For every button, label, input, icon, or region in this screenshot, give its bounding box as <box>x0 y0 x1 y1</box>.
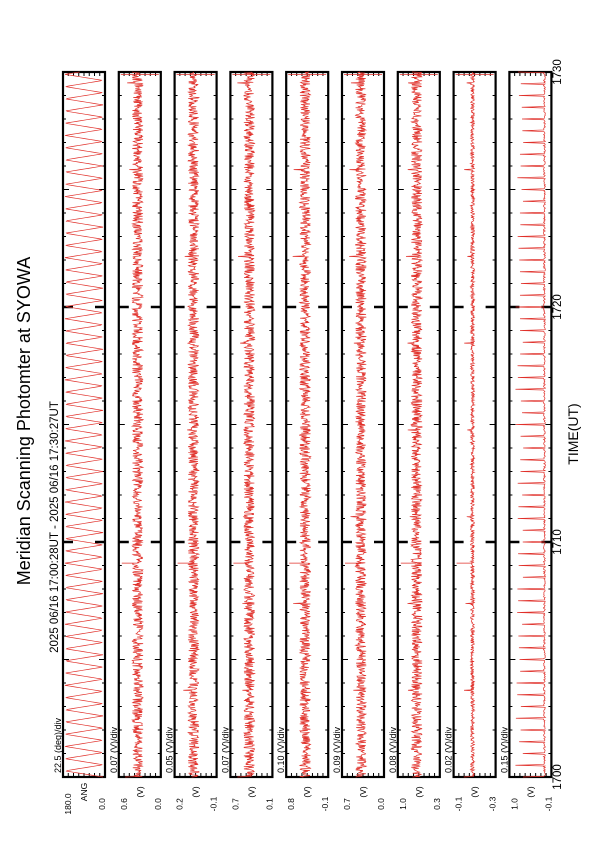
trace-channel-2 <box>177 72 215 777</box>
panel-y-unit: (V) <box>413 786 424 798</box>
panel-ch6 <box>388 72 442 810</box>
panel-y-max: 0.7 <box>230 798 241 810</box>
trace-channel-1 <box>121 72 159 777</box>
x-tick-labels <box>552 59 564 790</box>
panel-y-unit: (V) <box>525 786 536 798</box>
panel-y-min: -0.3 <box>487 796 498 812</box>
panel-stack <box>53 72 553 815</box>
panel-y-unit: (V) <box>302 786 313 798</box>
panel-y-min: 0.0 <box>376 798 386 810</box>
panel-scale-label: 22.5 (deg)/div <box>53 717 63 773</box>
panel-frame <box>398 72 440 777</box>
panel-ch3 <box>220 72 274 810</box>
x-tick-label: 1730 <box>552 59 564 85</box>
panel-y-max: -0.1 <box>453 796 464 812</box>
panel-frame <box>454 72 496 777</box>
panel-scale-label: 0.08 (V)/div <box>387 726 398 773</box>
panel-y-max: 180.0 <box>63 793 73 815</box>
panel-y-max: 0.8 <box>286 798 297 810</box>
panel-angle <box>53 72 107 815</box>
chart-title: Meridian Scanning Photomter at SYOWA <box>14 256 34 586</box>
panel-scale-label: 0.07 (V)/div <box>108 726 119 773</box>
panel-ch2 <box>165 72 219 811</box>
panel-y-unit: (V) <box>358 786 368 798</box>
panel-y-max: 0.7 <box>342 798 352 810</box>
trace-channel-7 <box>456 72 494 777</box>
panel-scale-label: 0.05 (V)/div <box>164 726 175 773</box>
panel-y-unit: (V) <box>469 786 480 798</box>
panel-y-min: 0.0 <box>97 798 107 810</box>
x-axis-label: TIME(UT) <box>565 403 581 465</box>
chart-subtitle: 2025 06/16 17:00:28UT - 2025 06/16 17:30:27UT <box>49 401 61 653</box>
panel-y-min: -0.1 <box>543 796 554 812</box>
panel-scale-label: 0.10 (V)/div <box>276 726 287 773</box>
panel-ch5 <box>332 72 386 810</box>
x-tick-label: 1700 <box>552 764 564 790</box>
panel-ch7 <box>444 72 498 811</box>
panel-scale-label: 0.09 (V)/div <box>332 726 342 773</box>
panel-y-max: 1.0 <box>397 798 408 810</box>
panel-y-max: 0.2 <box>174 798 185 810</box>
panel-ch4 <box>276 72 330 811</box>
trace-channel-5 <box>344 72 382 777</box>
panel-y-min: 0.1 <box>264 798 275 810</box>
panel-scale-label: 0.15 (V)/div <box>499 726 510 773</box>
panel-y-min: -0.1 <box>208 796 219 812</box>
panel-y-max: 0.6 <box>118 798 129 810</box>
trace-channel-8 <box>515 72 545 777</box>
panel-y-max: 1.0 <box>509 798 520 810</box>
panel-y-unit: (V) <box>190 786 201 798</box>
rotated-figure <box>14 59 581 814</box>
panel-y-unit: (V) <box>134 786 145 798</box>
trace-scan-angle <box>65 72 103 777</box>
panel-y-unit: ANG <box>79 782 89 802</box>
panel-scale-label: 0.07 (V)/div <box>220 726 231 773</box>
panel-y-min: 0.3 <box>431 798 442 810</box>
panel-y-min: 0.0 <box>152 798 163 810</box>
trace-channel-6 <box>400 72 438 777</box>
x-tick-label: 1720 <box>552 294 564 320</box>
panel-ch1 <box>109 72 163 810</box>
trace-channel-3 <box>232 72 270 777</box>
trace-channel-4 <box>288 72 326 777</box>
panel-ch8 <box>499 72 553 811</box>
x-tick-label: 1710 <box>552 529 564 555</box>
panel-frame <box>230 72 272 777</box>
panel-scale-label: 0.02 (V)/div <box>443 726 454 773</box>
panel-y-min: -0.1 <box>320 796 331 812</box>
panel-y-unit: (V) <box>246 786 257 798</box>
